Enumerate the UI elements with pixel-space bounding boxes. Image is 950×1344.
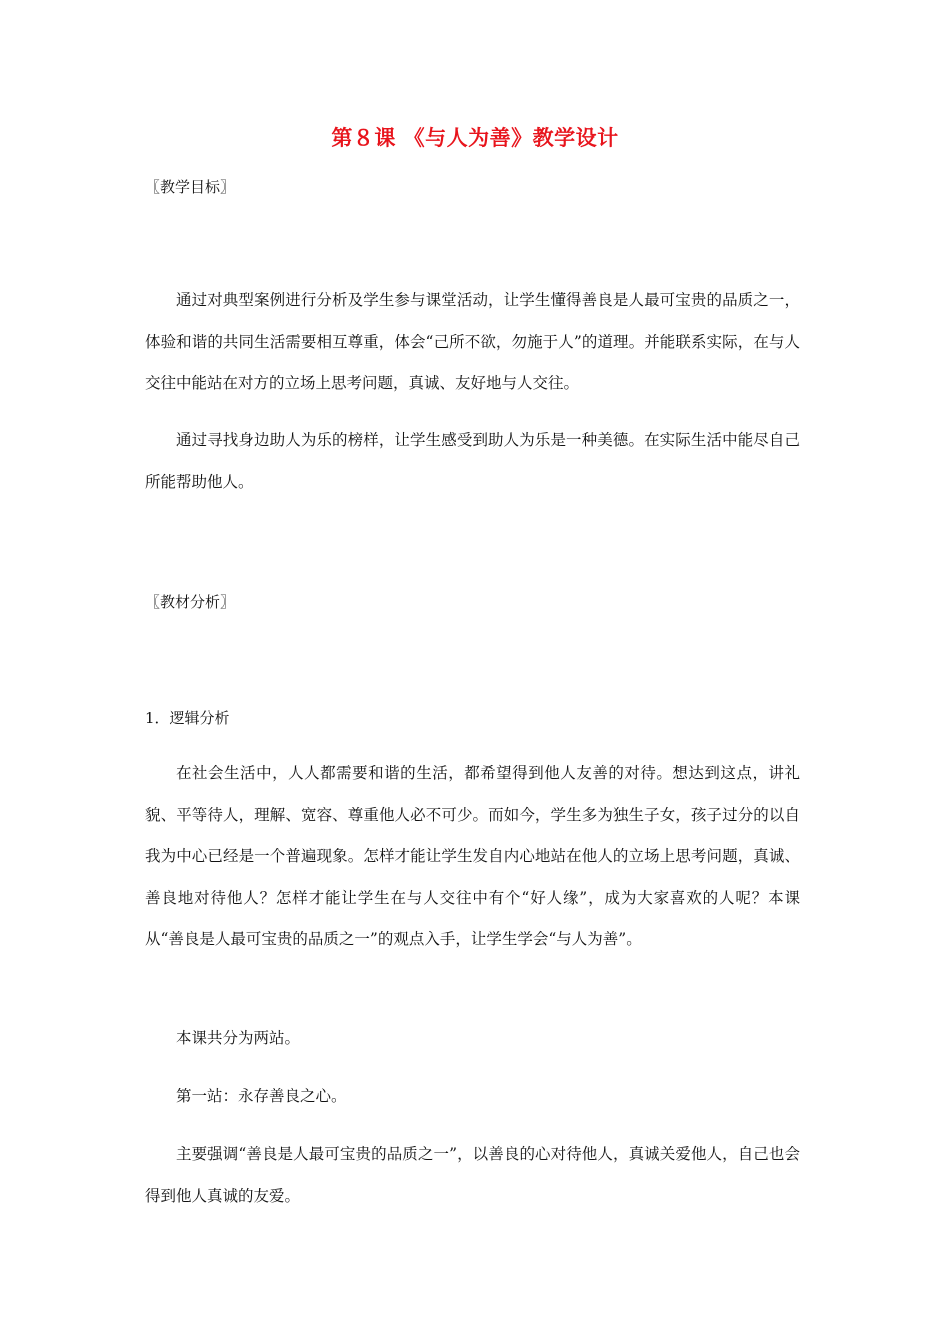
objectives-paragraph-2: 通过寻找身边助人为乐的榜样，让学生感受到助人为乐是一种美德。在实际生活中能尽自己所能帮助他人。 [145, 431, 800, 491]
logic-paragraph-1: 在社会生活中，人人都需要和谐的生活，都希望得到他人友善的对待。想达到这点，讲礼貌、平等待人，理解、宽容、尊重他人必不可少。而如今，学生多为独生子女，孩子过分的以自我为中心已经是一个普遍现象。怎样才能让学生发自内心地站在他人的立场上思考问题，真诚、善良地对待他人？怎样才能让学生在与人交往中有个“好人缘”，成为大家喜欢的人呢？本课从“善良是人最可宝贵的品质之一”的观点入手，让学生学会“与人为善”。 [145, 764, 800, 948]
logic-paragraph-2: 本课共分为两站。 [176, 1029, 301, 1047]
objectives-paragraph-1: 通过对典型案例进行分析及学生参与课堂活动，让学生懂得善良是人最可宝贵的品质之一，体验和谐的共同生活需要相互尊重，体会“己所不欲，勿施于人”的道理。并能联系实际，在与人交往中能站在对方的立场上思考问题，真诚、友好地与人交往。 [145, 291, 800, 392]
subheading-logic-analysis: 1．逻辑分析 [145, 709, 230, 727]
logic-paragraph-3: 第一站：永存善良之心。 [176, 1087, 347, 1105]
logic-paragraph-4: 主要强调“善良是人最可宝贵的品质之一”，以善良的心对待他人，真诚关爱他人，自己也会得到他人真诚的友爱。 [145, 1145, 800, 1205]
heading-teaching-objectives: 〖教学目标〗 [145, 178, 236, 196]
document-title: 第８课 《与人为善》教学设计 [331, 125, 619, 150]
heading-material-analysis: 〖教材分析〗 [145, 593, 236, 611]
